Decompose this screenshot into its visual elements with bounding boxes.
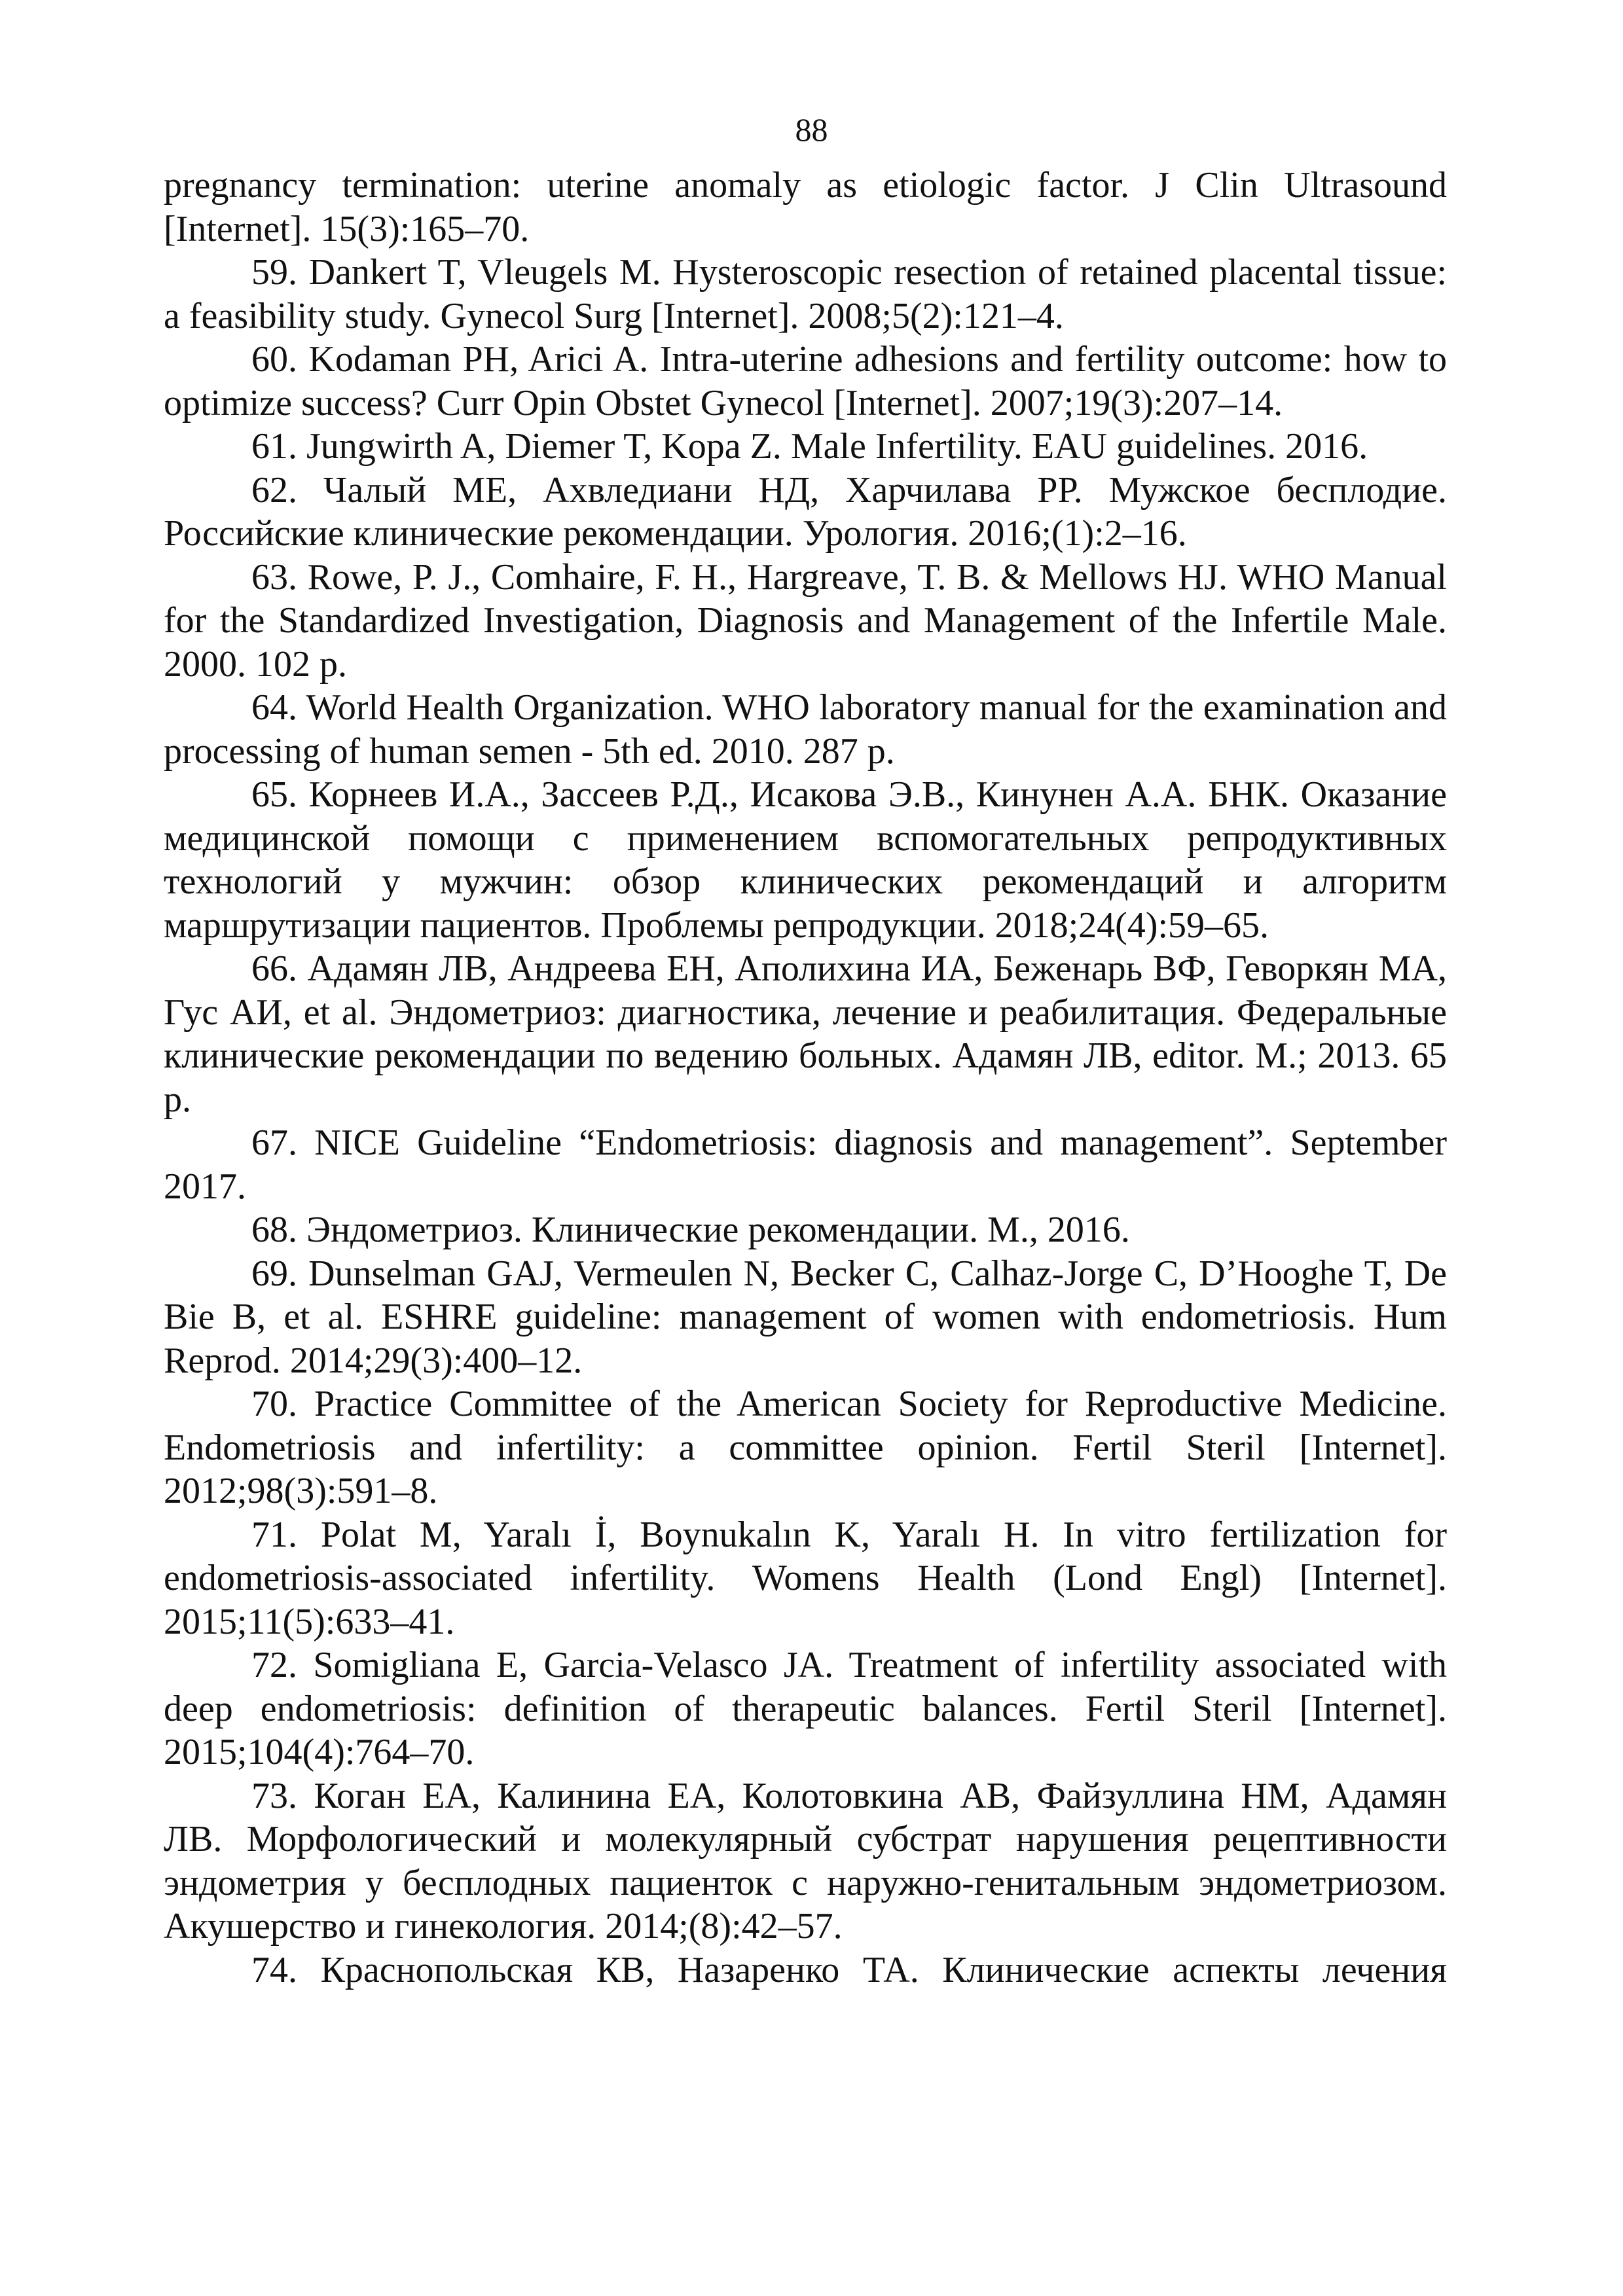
reference-item: 62. Чалый МЕ, Ахвледиани НД, Харчилава РР. Мужское бесплодие. Российские клинические рекомендации. Урология. 2016;(1):2–16. <box>164 469 1447 554</box>
reference-item: 64. World Health Organization. WHO laboratory manual for the examination and processing of human semen - 5th ed. 2010. 287 p. <box>164 687 1447 772</box>
reference-item: pregnancy termination: uterine anomaly as etiologic factor. J Clin Ultrasound [Internet]. 15(3):165–70. <box>164 165 1447 249</box>
reference-item: 60. Kodaman PH, Arici A. Intra-uterine adhesions and fertility outcome: how to optimize success? Curr Opin Obstet Gynecol [Internet]. 2007;19(3):207–14. <box>164 339 1447 423</box>
reference-item: 65. Корнеев И.А., Зассеев Р.Д., Исакова Э.В., Кинунен А.А. БНК. Оказание медицинской помощи с применением вспомогательных репродуктивных технологий у мужчин: обзор клинических рекомендаций и алгоритм маршрутизации пациентов. Проблемы репродукции. 2018;24(4):59–65. <box>164 774 1447 946</box>
reference-item: 59. Dankert T, Vleugels M. Hysteroscopic resection of retained placental tissue: a feasibility study. Gynecol Surg [Internet]. 2008;5(2):121–4. <box>164 252 1447 336</box>
reference-item: 71. Polat M, Yaralı İ, Boynukalın K, Yaralı H. In vitro fertilization for endometriosis-associated infertility. Womens Health (Lond Engl) [Internet]. 2015;11(5):633–41. <box>164 1514 1447 1642</box>
reference-list <box>164 164 1447 1992</box>
reference-item: 61. Jungwirth A, Diemer T, Kopa Z. Male Infertility. EAU guidelines. 2016. <box>251 426 1368 467</box>
reference-item: 63. Rowe, P. J., Comhaire, F. H., Hargreave, T. B. & Mellows HJ. WHO Manual for the Standardized Investigation, Diagnosis and Management of the Infertile Male. 2000. 102 p. <box>164 556 1447 685</box>
reference-item: 72. Somigliana E, Garcia-Velasco JA. Treatment of infertility associated with deep endometriosis: definition of therapeutic balances. Fertil Steril [Internet]. 2015;104(4):764–70. <box>164 1645 1447 1772</box>
reference-item: 66. Адамян ЛВ, Андреева ЕН, Аполихина ИА, Беженарь ВФ, Геворкян МА, Гус АИ, et al. Эндометриоз: диагностика, лечение и реабилитация. Федеральные клинические рекомендации по ведению больных. Адамян ЛВ, editor. М.; 2013. 65 p. <box>164 948 1447 1120</box>
reference-item: 73. Коган ЕА, Калинина ЕА, Колотовкина АВ, Файзуллина НМ, Адамян ЛВ. Морфологический и молекулярный субстрат нарушения рецептивности эндометрия у бесплодных пациенток с наружно-генитальным эндометриозом. Акушерство и гинекология. 2014;(8):42–57. <box>164 1775 1447 1946</box>
reference-item: 74. Краснопольская КВ, Назаренко ТА. Клинические аспекты лечения <box>251 1949 1447 1990</box>
page-number: 88 <box>795 111 828 148</box>
reference-item: 69. Dunselman GAJ, Vermeulen N, Becker C, Calhaz-Jorge C, D’Hooghe T, De Bie B, et al. ESHRE guideline: management of women with endometriosis. Hum Reprod. 2014;29(3):400–12. <box>164 1253 1447 1381</box>
reference-item: 70. Practice Committee of the American Society for Reproductive Medicine. Endometriosis and infertility: a committee opinion. Fertil Steril [Internet]. 2012;98(3):591–8. <box>164 1384 1447 1511</box>
reference-item: 68. Эндометриоз. Клинические рекомендации. М., 2016. <box>251 1210 1130 1250</box>
reference-item: 67. NICE Guideline “Endometriosis: diagnosis and management”. September 2017. <box>164 1122 1447 1207</box>
